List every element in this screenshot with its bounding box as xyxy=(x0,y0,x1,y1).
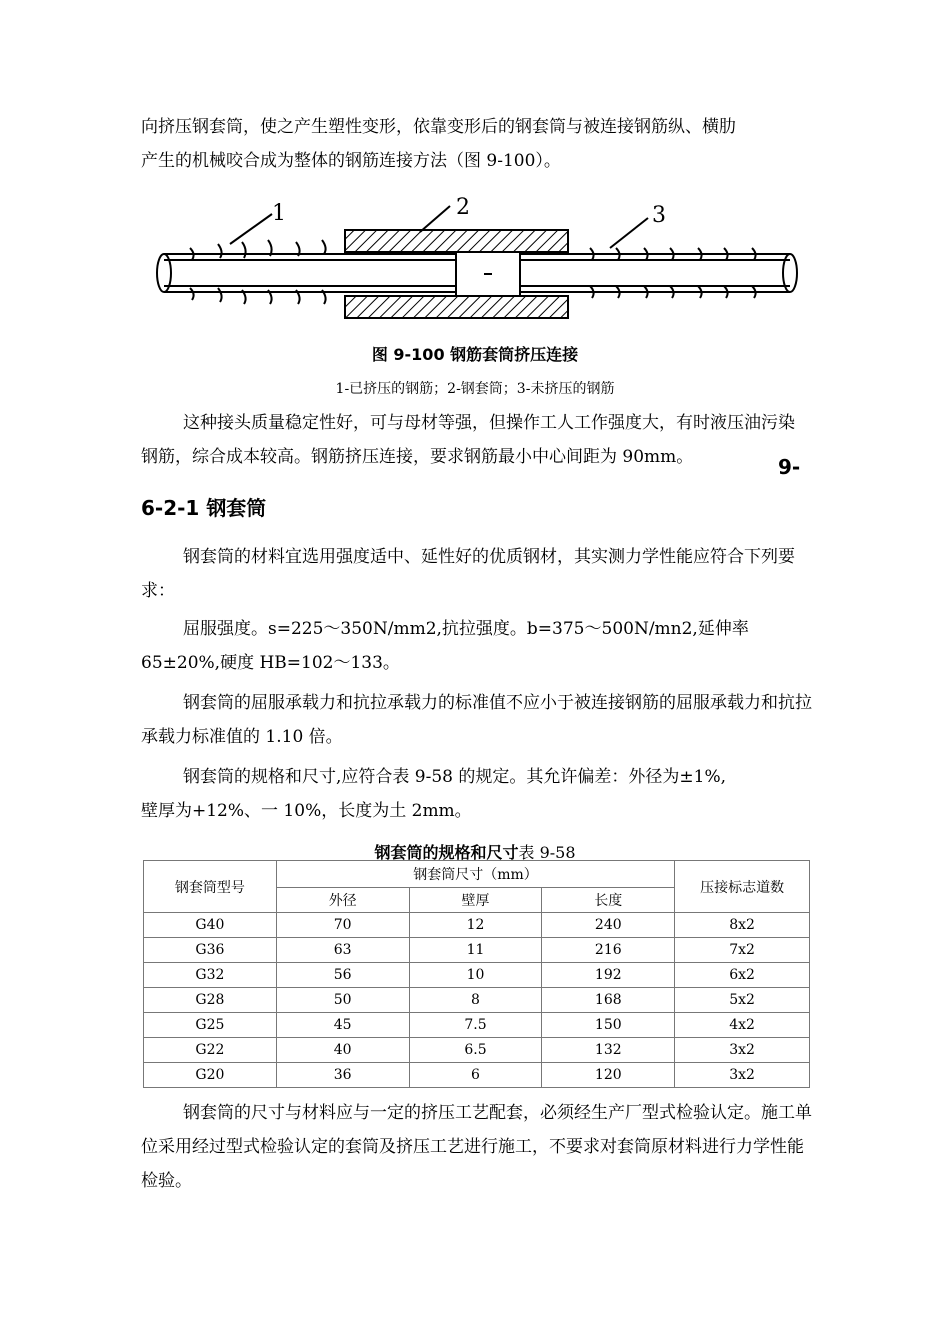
table-row xyxy=(144,913,810,938)
cell-model: G22 xyxy=(144,1038,277,1063)
cell-outer: 50 xyxy=(276,988,409,1013)
intro-line-1: 向挤压钢套筒，使之产生塑性变形，依靠变形后的钢套筒与被连接钢筋纵、横肋 xyxy=(141,117,736,137)
cell-model: G28 xyxy=(144,988,277,1013)
cell-length: 120 xyxy=(542,1063,675,1088)
table-row xyxy=(144,1038,810,1063)
tolerance-line-1: 钢套筒的规格和尺寸,应符合表 9-58 的规定。其允许偏差：外径为±1%, xyxy=(183,767,727,787)
material-paragraph: 钢套筒的材料宜选用强度适中、延性好的优质钢材，其实测力学性能应符合下列要求： xyxy=(141,547,795,601)
final-paragraph: 钢套筒的尺寸与材料应与一定的挤压工艺配套，必须经生产厂型式检验认定。施工单位采用经过型式检验认定的套筒及挤压工艺进行施工，不要求对套筒原材料进行力学性能检验。 xyxy=(141,1103,812,1191)
cell-outer: 36 xyxy=(276,1063,409,1088)
tolerance-paragraph xyxy=(141,760,821,828)
intro-paragraph xyxy=(141,110,821,178)
table-row xyxy=(144,988,810,1013)
col-length-header: 长度 xyxy=(542,888,675,913)
cell-wall: 8 xyxy=(409,988,542,1013)
cell-length: 132 xyxy=(542,1038,675,1063)
joint-quality-paragraph: 这种接头质量稳定性好，可与母材等强，但操作工人工作强度大，有时液压油污染钢筋，综合成本较高。钢筋挤压连接，要求钢筋最小中心间距为 90mm。 xyxy=(141,413,795,467)
cell-model: G40 xyxy=(144,913,277,938)
capacity-paragraph: 钢套筒的屈服承载力和抗拉承载力的标准值不应小于被连接钢筋的屈服承载力和抗拉承载力标准值的 1.10 倍。 xyxy=(141,693,812,747)
cell-length: 168 xyxy=(542,988,675,1013)
col-marks-header: 压接标志道数 xyxy=(675,861,810,913)
col-size-group-header: 钢套筒尺寸（mm） xyxy=(276,861,674,888)
cell-model: G25 xyxy=(144,1013,277,1038)
sleeve-spec-table xyxy=(143,860,810,1088)
cell-wall: 11 xyxy=(409,938,542,963)
cell-marks: 3x2 xyxy=(675,1038,810,1063)
cell-length: 150 xyxy=(542,1013,675,1038)
cell-outer: 45 xyxy=(276,1013,409,1038)
table-row xyxy=(144,963,810,988)
cell-marks: 5x2 xyxy=(675,988,810,1013)
col-wall-header: 壁厚 xyxy=(409,888,542,913)
figure-label-3: 3 xyxy=(652,203,666,228)
cell-model: G36 xyxy=(144,938,277,963)
cell-wall: 6 xyxy=(409,1063,542,1088)
table-row xyxy=(144,938,810,963)
intro-line-2: 产生的机械咬合成为整体的钢筋连接方法（图 9-100）。 xyxy=(141,151,561,171)
cell-outer: 70 xyxy=(276,913,409,938)
table-row xyxy=(144,1063,810,1088)
col-model-header: 钢套筒型号 xyxy=(144,861,277,913)
cell-length: 216 xyxy=(542,938,675,963)
sleeve-extrusion-figure xyxy=(150,196,800,332)
cell-model: G20 xyxy=(144,1063,277,1088)
cell-wall: 6.5 xyxy=(409,1038,542,1063)
cell-outer: 63 xyxy=(276,938,409,963)
figure-label-1: 1 xyxy=(272,201,286,226)
figure-caption: 1-已挤压的钢筋；2-钢套筒；3-未挤压的钢筋 xyxy=(335,381,615,397)
cell-length: 240 xyxy=(542,913,675,938)
cell-marks: 4x2 xyxy=(675,1013,810,1038)
cell-marks: 8x2 xyxy=(675,913,810,938)
tolerance-line-2: 壁厚为+12%、一 10%，长度为土 2mm。 xyxy=(141,801,472,821)
cell-marks: 6x2 xyxy=(675,963,810,988)
cell-marks: 7x2 xyxy=(675,938,810,963)
cell-length: 192 xyxy=(542,963,675,988)
cell-wall: 12 xyxy=(409,913,542,938)
properties-paragraph: 屈服强度。s=225〜350N/mm2,抗拉强度。b=375〜500N/mn2,延伸率 65±20%,硬度 HB=102〜133。 xyxy=(141,619,749,673)
table-row xyxy=(144,1013,810,1038)
col-outer-header: 外径 xyxy=(276,888,409,913)
table-title-bold: 钢套筒的规格和尺寸 xyxy=(374,843,519,862)
cell-model: G32 xyxy=(144,963,277,988)
section-heading: 6-2-1 钢套筒 xyxy=(141,496,267,520)
cell-marks: 3x2 xyxy=(675,1063,810,1088)
section-number-tail: 9- xyxy=(778,455,801,479)
figure-label-2: 2 xyxy=(456,196,470,220)
figure-title: 图 9-100 钢筋套筒挤压连接 xyxy=(371,345,579,364)
cell-wall: 7.5 xyxy=(409,1013,542,1038)
cell-wall: 10 xyxy=(409,963,542,988)
table-title-number: 表 9-58 xyxy=(518,843,576,862)
cell-outer: 40 xyxy=(276,1038,409,1063)
cell-outer: 56 xyxy=(276,963,409,988)
